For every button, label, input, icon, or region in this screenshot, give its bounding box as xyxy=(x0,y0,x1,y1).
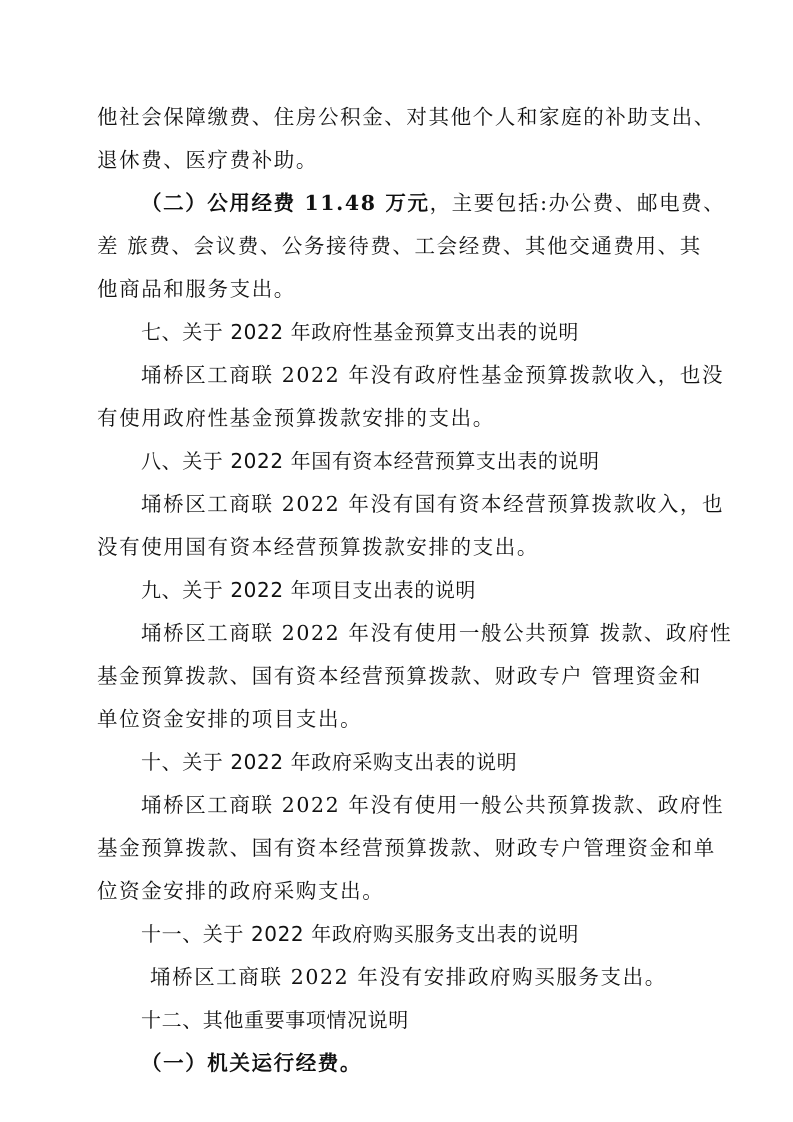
subsection-heading-1: （一）机关运行经费。 xyxy=(141,1051,362,1075)
body-text-line: 埇桥区工商联 2022 年没有政府性基金预算拨款收入，也没 xyxy=(141,363,725,387)
body-text-line: 基金预算拨款、国有资本经营预算拨款、财政专户管理资金和单 xyxy=(97,836,716,860)
section-heading-8: 八、关于 2022 年国有资本经营预算支出表的说明 xyxy=(141,449,600,473)
body-text-line: 退休费、医疗费补助。 xyxy=(97,148,318,172)
section-heading-10: 十、关于 2022 年政府采购支出表的说明 xyxy=(141,750,518,774)
body-text-line: 埇桥区工商联 2022 年没有使用一般公共预算 拨款、政府性 xyxy=(141,621,733,645)
body-text-line: 位资金安排的政府采购支出。 xyxy=(97,879,385,903)
body-text-line: 没有使用国有资本经营预算拨款安排的支出。 xyxy=(97,535,539,559)
body-text-line: 埇桥区工商联 2022 年没有使用一般公共预算拨款、政府性 xyxy=(141,793,725,817)
body-text-line: 基金预算拨款、国有资本经营预算拨款、财政专户 管理资金和 xyxy=(97,664,702,688)
public-funds-rest: ，主要包括:办公费、邮电费、 xyxy=(429,191,726,215)
body-text-line: 单位资金安排的项目支出。 xyxy=(97,707,363,731)
section-heading-11: 十一、关于 2022 年政府购买服务支出表的说明 xyxy=(141,922,580,946)
section-heading-9: 九、关于 2022 年项目支出表的说明 xyxy=(141,578,477,602)
body-text-line: 有使用政府性基金预算拨款安排的支出。 xyxy=(97,406,495,430)
body-text-line: 他商品和服务支出。 xyxy=(97,277,296,301)
section-heading-12: 十二、其他重要事项情况说明 xyxy=(141,1008,409,1032)
body-text-line: 差 旅费、会议费、公务接待费、工会经费、其他交通费用、其 xyxy=(97,234,702,258)
body-text-line: 埇桥区工商联 2022 年没有安排政府购买服务支出。 xyxy=(150,965,667,989)
body-text-line: 埇桥区工商联 2022 年没有国有资本经营预算拨款收入，也 xyxy=(141,492,725,516)
public-funds-lead: （二）公用经费 11.48 万元 xyxy=(141,191,430,215)
section-heading-7: 七、关于 2022 年政府性基金预算支出表的说明 xyxy=(141,320,580,344)
public-funds-paragraph-start xyxy=(141,189,725,217)
body-text-line: 他社会保障缴费、住房公积金、对其他个人和家庭的补助支出、 xyxy=(97,105,716,129)
